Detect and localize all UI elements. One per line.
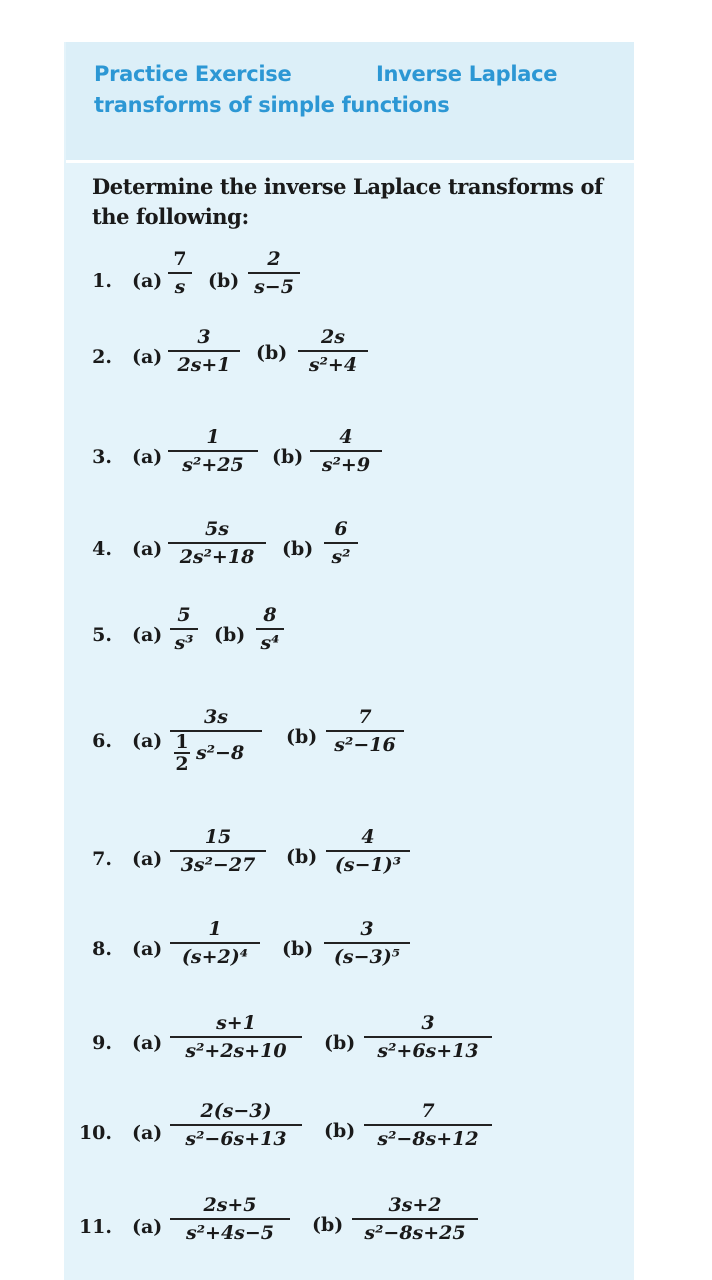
instruction-text: Determine the inverse Laplace transforms of the following: xyxy=(92,174,603,229)
denominator: s xyxy=(174,276,186,298)
denominator: s²+4s−5 xyxy=(186,1222,274,1244)
problem-number: 11. xyxy=(78,1216,112,1238)
denominator: 3s²−27 xyxy=(180,854,256,876)
part-b-label: (b) xyxy=(256,342,288,364)
numerator: 2s xyxy=(321,326,345,348)
part-a-label: (a) xyxy=(132,624,163,646)
numerator: 3s+2 xyxy=(388,1194,442,1216)
fraction-1a xyxy=(168,248,192,298)
header-title-line2: transforms of simple functions xyxy=(94,93,450,117)
denominator: 2s²+18 xyxy=(179,546,255,568)
part-a-label: (a) xyxy=(132,538,163,560)
fraction-8a xyxy=(170,918,260,968)
numerator: 8 xyxy=(263,604,277,626)
fraction-3a xyxy=(168,426,258,476)
part-b-label: (b) xyxy=(282,938,314,960)
fraction-4a xyxy=(168,518,266,568)
denominator: s² xyxy=(331,546,351,568)
numerator: 2(s−3) xyxy=(200,1100,272,1122)
numerator: 15 xyxy=(204,826,232,848)
exercise-header xyxy=(66,42,634,163)
fraction-6a xyxy=(170,706,262,778)
part-a-label: (a) xyxy=(132,730,163,752)
part-a-label: (a) xyxy=(132,446,163,468)
header-title-right: Inverse Laplace xyxy=(376,62,558,86)
numerator: 5 xyxy=(177,604,191,626)
denominator: s²−16 xyxy=(334,734,396,756)
part-a-label: (a) xyxy=(132,938,163,960)
numerator: 3s xyxy=(204,706,228,728)
part-b-label: (b) xyxy=(286,846,318,868)
numerator: 7 xyxy=(358,706,372,728)
denominator: s²+25 xyxy=(182,454,244,476)
fraction-8b xyxy=(324,918,410,968)
part-a-label: (a) xyxy=(132,1216,163,1238)
part-a-label: (a) xyxy=(132,346,163,368)
numerator: 7 xyxy=(421,1100,435,1122)
numerator: 2 xyxy=(267,248,281,270)
fraction-7a xyxy=(170,826,266,876)
denominator: 2s+1 xyxy=(177,354,231,376)
part-a-label: (a) xyxy=(132,270,163,292)
denominator: s²+2s+10 xyxy=(185,1040,287,1062)
numerator: s+1 xyxy=(216,1012,256,1034)
denominator-rest: s²−8 xyxy=(196,742,245,764)
numerator: 1 xyxy=(208,918,222,940)
part-b-label: (b) xyxy=(214,624,246,646)
denominator: s²+4 xyxy=(308,354,358,376)
part-b-label: (b) xyxy=(282,538,314,560)
fraction-11a xyxy=(170,1194,290,1244)
denominator: s⁴ xyxy=(260,632,280,654)
denominator: s−5 xyxy=(254,276,294,298)
part-b-label: (b) xyxy=(272,446,304,468)
denominator: s²+9 xyxy=(321,454,371,476)
fraction-11b xyxy=(352,1194,478,1244)
fraction-3b xyxy=(310,426,382,476)
fraction-10b xyxy=(364,1100,492,1150)
denominator: (s−1)³ xyxy=(334,854,402,876)
numerator: 3 xyxy=(197,326,211,348)
problem-number: 3. xyxy=(92,446,112,468)
fraction-2b xyxy=(298,326,368,376)
problem-number: 9. xyxy=(92,1032,112,1054)
fraction-10a xyxy=(170,1100,302,1150)
fraction-9b xyxy=(364,1012,492,1062)
numerator: 4 xyxy=(339,426,353,448)
numerator: 3 xyxy=(421,1012,435,1034)
numerator: 6 xyxy=(334,518,348,540)
part-a-label: (a) xyxy=(132,848,163,870)
part-a-label: (a) xyxy=(132,1032,163,1054)
header-title-left: Practice Exercise xyxy=(94,62,292,86)
denominator: (s+2)⁴ xyxy=(181,946,249,968)
denominator: s²−6s+13 xyxy=(185,1128,287,1150)
denominator: s²−8s+25 xyxy=(364,1222,466,1244)
numerator: 4 xyxy=(361,826,375,848)
problem-number: 5. xyxy=(92,624,112,646)
fraction-7b xyxy=(326,826,410,876)
numerator: 2s+5 xyxy=(203,1194,257,1216)
fraction-5a xyxy=(170,604,198,654)
fraction-1b xyxy=(248,248,300,298)
problem-number: 4. xyxy=(92,538,112,560)
part-a-label: (a) xyxy=(132,1122,163,1144)
numerator: 7 xyxy=(173,248,187,270)
denominator: s³ xyxy=(174,632,194,654)
numerator: 3 xyxy=(360,918,374,940)
fraction-2a xyxy=(168,326,240,376)
problem-number: 6. xyxy=(92,730,112,752)
problem-number: 7. xyxy=(92,848,112,870)
fraction-5b xyxy=(256,604,284,654)
problem-number: 8. xyxy=(92,938,112,960)
fraction-4b xyxy=(324,518,358,568)
fraction-9a xyxy=(170,1012,302,1062)
part-b-label: (b) xyxy=(286,726,318,748)
fraction-6b xyxy=(326,706,404,756)
problem-number: 2. xyxy=(92,346,112,368)
part-b-label: (b) xyxy=(324,1032,356,1054)
denominator: s²+6s+13 xyxy=(377,1040,479,1062)
numerator: 5s xyxy=(205,518,229,540)
part-b-label: (b) xyxy=(324,1120,356,1142)
problem-number: 1. xyxy=(92,270,112,292)
numerator: 1 xyxy=(206,426,220,448)
part-b-label: (b) xyxy=(208,270,240,292)
denominator xyxy=(170,731,262,778)
half-fraction: 1 2 xyxy=(175,731,189,775)
denominator: (s−3)⁵ xyxy=(333,946,401,968)
part-b-label: (b) xyxy=(312,1214,344,1236)
denominator: s²−8s+12 xyxy=(377,1128,479,1150)
problem-number: 10. xyxy=(78,1122,112,1144)
